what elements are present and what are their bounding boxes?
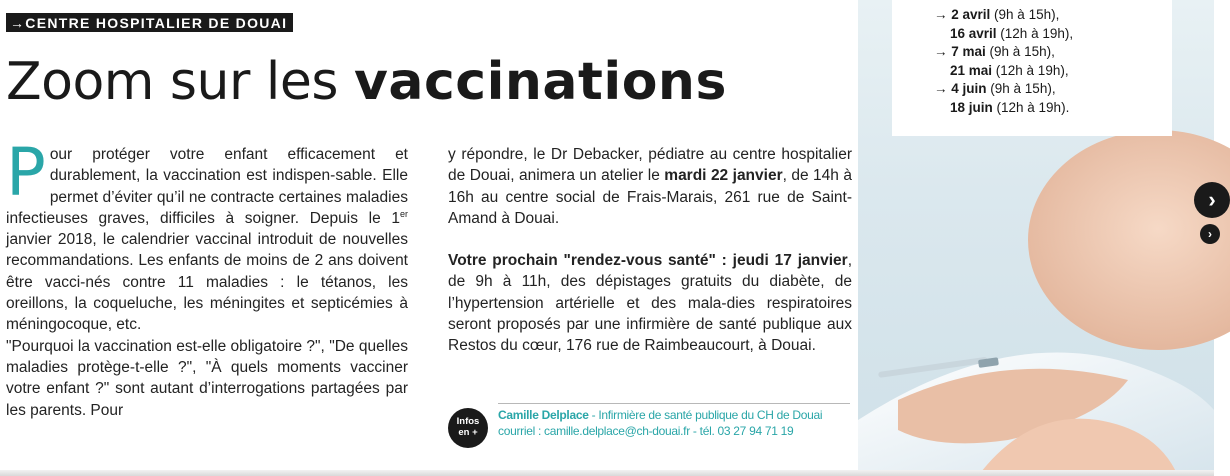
- badge-line: en +: [458, 427, 478, 438]
- badge-line: Infos: [456, 416, 480, 427]
- text-run: our protéger votre enfant efficacement et durablement, la vaccination est indispen-sable. Elle permet d’éviter qu’il ne contracte certaines maladies infectieuses graves, difficiles à soigner. Depuis le 1: [6, 146, 408, 227]
- drop-cap: P: [6, 134, 46, 211]
- contact-info: [498, 407, 822, 439]
- paragraph: "Pourquoi la vaccination est-elle obligatoire ?", "De quelles maladies protège-t-elle ?", "À quels moments vacciner votre enfant ?" sont autant d’interrogations partagées par les parents. Pour: [6, 337, 408, 419]
- date-item: → 4 juin (9h à 15h),: [934, 81, 1056, 96]
- text-run: , de 9h à 11h, des dépistages gratuits du diabète, de l’hypertension artérielle et des mala-dies respiratoires seront proposés par une infirmière de santé publique aux Restos du cœur, 176 rue de Raimbeaucourt, à Douai.: [448, 252, 852, 355]
- bold-run: mardi 22 janvier: [664, 167, 783, 185]
- info-box: [448, 400, 852, 450]
- contact-name: Camille Delplace: [498, 408, 589, 422]
- article-column-2: [448, 144, 852, 357]
- dates-list: [934, 6, 1073, 117]
- paragraph: [448, 250, 852, 356]
- infos-badge: [448, 408, 488, 448]
- page-title: [6, 50, 727, 114]
- date-item: 21 mai (12h à 19h),: [950, 62, 1069, 78]
- close-icon[interactable]: ›: [1200, 224, 1220, 244]
- date-item: 18 juin (12h à 19h).: [950, 99, 1070, 115]
- title-bold: vaccinations: [353, 52, 727, 112]
- section-tag: →CENTRE HOSPITALIER DE DOUAI: [6, 13, 293, 32]
- title-light: Zoom sur les: [6, 52, 354, 112]
- next-page-icon[interactable]: ›: [1194, 182, 1230, 218]
- divider: [498, 403, 850, 404]
- article-column-1: [6, 134, 408, 421]
- text-run: janvier 2018, le calendrier vaccinal introduit de nouvelles recommandations. Les enfants de moins de 2 ans doivent être vacci-nés contre 11 maladies : le tétanos, les oreillons, la coqueluche, les méningites et septicémies à méningocoque, etc.: [6, 231, 408, 334]
- page-bottom-edge: [0, 470, 1214, 476]
- text-run: , de 14h à 16h au centre social de Frais-Marais, 261 rue de Saint-Amand à Douai.: [448, 167, 852, 227]
- paragraph: [6, 134, 408, 336]
- contact-role: - Infirmière de santé publique du CH de Douai: [588, 408, 823, 422]
- superscript: er: [399, 208, 408, 219]
- date-item: 16 avril (12h à 19h),: [950, 25, 1074, 41]
- contact-details[interactable]: courriel : camille.delplace@ch-douai.fr - tél. 03 27 94 71 19: [498, 424, 794, 438]
- date-item: → 2 avril (9h à 15h),: [934, 7, 1060, 22]
- paragraph: [448, 144, 852, 229]
- date-item: → 7 mai (9h à 15h),: [934, 44, 1055, 59]
- text-run: y répondre, le Dr Debacker, pédiatre au centre hospitalier de Douai, animera un atelier le: [448, 146, 852, 185]
- bold-run: Votre prochain "rendez-vous santé" : jeudi 17 janvier: [448, 252, 848, 270]
